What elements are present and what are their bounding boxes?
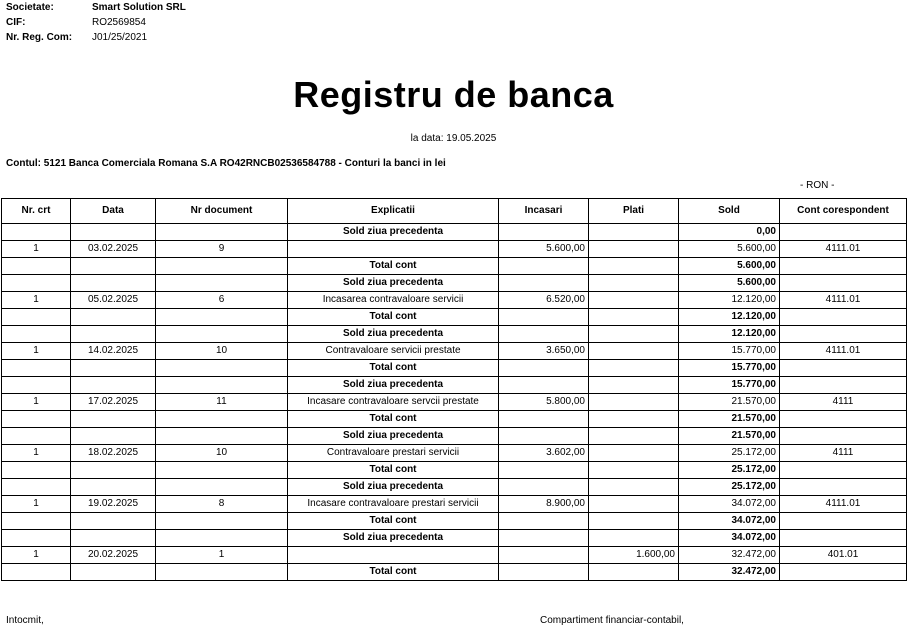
cif-value: RO2569854 [92, 17, 146, 28]
table-cell [589, 462, 679, 479]
table-cell: 1.600,00 [589, 547, 679, 564]
table-cell [71, 224, 156, 241]
table-cell [780, 479, 907, 496]
table-cell [2, 428, 71, 445]
table-cell: 5.800,00 [499, 394, 589, 411]
table-cell: 9 [156, 241, 288, 258]
table-cell: 5.600,00 [499, 241, 589, 258]
table-cell: 14.02.2025 [71, 343, 156, 360]
table-cell [780, 462, 907, 479]
table-cell [589, 292, 679, 309]
table-cell [780, 564, 907, 581]
table-row [2, 292, 907, 309]
table-cell: 1 [2, 445, 71, 462]
table-cell [2, 530, 71, 547]
table-cell [71, 564, 156, 581]
reg-com-value: J01/25/2021 [92, 32, 148, 43]
table-row [2, 496, 907, 513]
table-row [2, 411, 907, 428]
table-cell [2, 258, 71, 275]
table-cell: Sold ziua precedenta [288, 326, 499, 343]
table-cell [2, 309, 71, 326]
table-cell [499, 547, 589, 564]
table-cell [156, 513, 288, 530]
table-cell: 1 [2, 292, 71, 309]
table-cell: Incasare contravaloare servcii prestate [288, 394, 499, 411]
table-cell [589, 479, 679, 496]
table-cell [589, 258, 679, 275]
table-cell: 4111.01 [780, 496, 907, 513]
table-cell: 3.650,00 [499, 343, 589, 360]
table-row [2, 241, 907, 258]
table-row [2, 224, 907, 241]
table-cell: 03.02.2025 [71, 241, 156, 258]
table-cell [499, 326, 589, 343]
table-cell: Sold ziua precedenta [288, 377, 499, 394]
table-cell [156, 411, 288, 428]
table-cell [2, 275, 71, 292]
table-row [2, 530, 907, 547]
table-header-row [2, 199, 907, 224]
table-cell: Total cont [288, 564, 499, 581]
company-header [6, 0, 186, 45]
report-date: la data: 19.05.2025 [410, 133, 497, 144]
table-cell: 4111.01 [780, 343, 907, 360]
table-cell: 34.072,00 [679, 513, 780, 530]
bank-register-table [1, 198, 907, 581]
table-cell [2, 411, 71, 428]
col-plati: Plati [589, 199, 679, 224]
table-cell: 5.600,00 [679, 241, 780, 258]
table-cell [2, 462, 71, 479]
table-cell: 34.072,00 [679, 530, 780, 547]
table-cell [71, 309, 156, 326]
table-cell: 5.600,00 [679, 258, 780, 275]
table-cell: 6.520,00 [499, 292, 589, 309]
table-cell: 1 [2, 547, 71, 564]
table-cell: Total cont [288, 360, 499, 377]
table-cell [780, 309, 907, 326]
table-cell: Total cont [288, 411, 499, 428]
table-cell [499, 360, 589, 377]
table-cell: 4111 [780, 394, 907, 411]
table-body [2, 224, 907, 581]
table-cell [156, 360, 288, 377]
table-cell: Contravaloare prestari servicii [288, 445, 499, 462]
table-cell: 32.472,00 [679, 547, 780, 564]
table-cell [71, 377, 156, 394]
table-cell [2, 326, 71, 343]
table-cell: Total cont [288, 462, 499, 479]
table-cell: 18.02.2025 [71, 445, 156, 462]
table-row [2, 326, 907, 343]
table-cell [589, 309, 679, 326]
table-cell [499, 564, 589, 581]
table-row [2, 343, 907, 360]
table-row [2, 275, 907, 292]
table-cell [71, 411, 156, 428]
table-cell [499, 411, 589, 428]
table-cell: 3.602,00 [499, 445, 589, 462]
table-cell [589, 360, 679, 377]
table-row [2, 445, 907, 462]
table-cell [499, 377, 589, 394]
table-cell: 0,00 [679, 224, 780, 241]
table-cell [156, 377, 288, 394]
table-cell: 1 [2, 343, 71, 360]
table-cell: 1 [156, 547, 288, 564]
col-explicatii: Explicatii [288, 199, 499, 224]
table-cell: 401.01 [780, 547, 907, 564]
table-cell [780, 513, 907, 530]
table-cell [780, 411, 907, 428]
table-cell [780, 428, 907, 445]
table-cell [156, 462, 288, 479]
table-cell: Total cont [288, 309, 499, 326]
table-row [2, 547, 907, 564]
table-cell [2, 479, 71, 496]
table-cell [2, 377, 71, 394]
table-cell [589, 377, 679, 394]
table-cell [156, 275, 288, 292]
table-cell: 6 [156, 292, 288, 309]
table-cell [780, 377, 907, 394]
table-cell: 12.120,00 [679, 326, 780, 343]
table-cell [780, 224, 907, 241]
table-row [2, 394, 907, 411]
table-cell [780, 258, 907, 275]
table-cell [71, 428, 156, 445]
table-cell: Sold ziua precedenta [288, 530, 499, 547]
table-cell: 21.570,00 [679, 394, 780, 411]
table-cell: Sold ziua precedenta [288, 428, 499, 445]
table-cell [589, 275, 679, 292]
table-cell: Sold ziua precedenta [288, 479, 499, 496]
table-cell: 10 [156, 343, 288, 360]
table-cell [71, 258, 156, 275]
table-cell [499, 530, 589, 547]
table-cell [156, 224, 288, 241]
table-cell [288, 241, 499, 258]
table-cell [499, 224, 589, 241]
company-label: Societate: [6, 2, 54, 13]
table-cell: 17.02.2025 [71, 394, 156, 411]
table-row [2, 479, 907, 496]
footer-prepared-by: Intocmit, [6, 615, 44, 626]
table-cell [156, 564, 288, 581]
table-cell [780, 275, 907, 292]
table-cell: 21.570,00 [679, 411, 780, 428]
table-row [2, 309, 907, 326]
col-data: Data [71, 199, 156, 224]
table-cell [156, 530, 288, 547]
table-cell: Incasare contravaloare prestari servicii [288, 496, 499, 513]
table-cell: 15.770,00 [679, 360, 780, 377]
table-cell: 20.02.2025 [71, 547, 156, 564]
col-nr-crt: Nr. crt [2, 199, 71, 224]
table-cell: 32.472,00 [679, 564, 780, 581]
table-cell [156, 326, 288, 343]
table-cell [156, 309, 288, 326]
table-cell [589, 530, 679, 547]
cif-label: CIF: [6, 17, 26, 28]
table-cell: Sold ziua precedenta [288, 224, 499, 241]
table-cell: Incasarea contravaloare servicii [288, 292, 499, 309]
table-cell [589, 496, 679, 513]
table-cell [499, 275, 589, 292]
table-cell [780, 326, 907, 343]
table-cell: 25.172,00 [679, 462, 780, 479]
table-cell [499, 428, 589, 445]
table-cell [71, 326, 156, 343]
table-cell [71, 479, 156, 496]
col-cont-corespondent: Cont corespondent [780, 199, 907, 224]
table-cell [589, 326, 679, 343]
footer-department: Compartiment financiar-contabil, [540, 615, 684, 626]
table-row [2, 564, 907, 581]
col-sold: Sold [679, 199, 780, 224]
table-cell [71, 462, 156, 479]
table-cell [2, 513, 71, 530]
table-cell: 5.600,00 [679, 275, 780, 292]
table-cell [589, 394, 679, 411]
table-cell: 8.900,00 [499, 496, 589, 513]
table-cell [499, 513, 589, 530]
table-cell [2, 360, 71, 377]
table-cell: 15.770,00 [679, 343, 780, 360]
table-cell [780, 360, 907, 377]
table-cell [589, 428, 679, 445]
table-cell [156, 258, 288, 275]
table-cell: 34.072,00 [679, 496, 780, 513]
company-value: Smart Solution SRL [92, 2, 186, 13]
table-cell [2, 564, 71, 581]
table-row [2, 377, 907, 394]
col-nr-document: Nr document [156, 199, 288, 224]
table-cell: 1 [2, 394, 71, 411]
table-cell [499, 309, 589, 326]
table-cell: 25.172,00 [679, 479, 780, 496]
table-cell [589, 343, 679, 360]
table-cell: Sold ziua precedenta [288, 275, 499, 292]
table-cell [156, 479, 288, 496]
table-cell: 25.172,00 [679, 445, 780, 462]
table-cell: Contravaloare servicii prestate [288, 343, 499, 360]
table-cell [589, 445, 679, 462]
page-title: Registru de banca [293, 74, 614, 115]
table-cell: 4111.01 [780, 292, 907, 309]
table-row [2, 462, 907, 479]
table-cell: 05.02.2025 [71, 292, 156, 309]
table-cell [2, 224, 71, 241]
table-cell [499, 462, 589, 479]
table-cell [589, 513, 679, 530]
table-cell: 12.120,00 [679, 309, 780, 326]
table-cell: Total cont [288, 513, 499, 530]
table-cell [156, 428, 288, 445]
table-cell: 1 [2, 496, 71, 513]
table-cell: 10 [156, 445, 288, 462]
table-cell: 1 [2, 241, 71, 258]
table-cell: 4111 [780, 445, 907, 462]
table-cell: 19.02.2025 [71, 496, 156, 513]
table-cell: 8 [156, 496, 288, 513]
table-cell [71, 275, 156, 292]
account-line: Contul: 5121 Banca Comerciala Romana S.A RO42RNCB02536584788 - Conturi la banci in lei [6, 158, 446, 169]
reg-com-label: Nr. Reg. Com: [6, 32, 73, 43]
table-cell [71, 530, 156, 547]
table-cell: 21.570,00 [679, 428, 780, 445]
table-row [2, 428, 907, 445]
table-cell [780, 530, 907, 547]
table-cell [71, 360, 156, 377]
table-cell [288, 547, 499, 564]
table-cell [589, 564, 679, 581]
table-cell: 4111.01 [780, 241, 907, 258]
table-cell: 11 [156, 394, 288, 411]
table-row [2, 258, 907, 275]
table-cell [499, 479, 589, 496]
table-cell [71, 513, 156, 530]
table-cell [499, 258, 589, 275]
currency-label: - RON - [800, 180, 835, 191]
table-row [2, 360, 907, 377]
col-incasari: Incasari [499, 199, 589, 224]
table-cell: 15.770,00 [679, 377, 780, 394]
table-row [2, 513, 907, 530]
table-cell: 12.120,00 [679, 292, 780, 309]
table-cell [589, 224, 679, 241]
table-cell [589, 241, 679, 258]
table-cell: Total cont [288, 258, 499, 275]
table-cell [589, 411, 679, 428]
